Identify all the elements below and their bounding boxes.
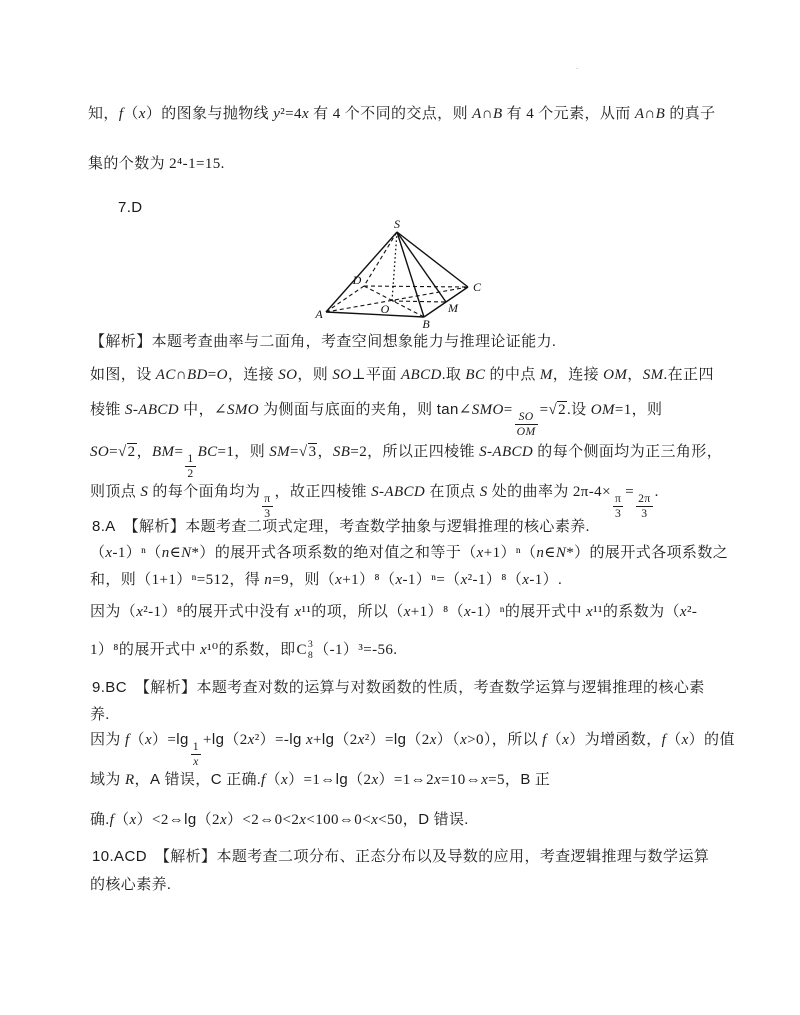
answer-9-analysis-line-4: 域为 R，A 错误，C 正确.f（x）=1⇔lg（2x）=1⇔2x=10⇔x=5，B 正: [90, 771, 551, 788]
answer-9-label-and-analysis-line-1: 9.BC 【解析】本题考查对数的运算与对数函数的性质，考查数学运算与逻辑推理的核心素: [92, 679, 705, 696]
pyramid-altitude-SO: [392, 232, 397, 301]
midpoint-label-M: M: [448, 301, 458, 315]
vertex-label-D: D: [352, 273, 362, 287]
vertex-label-S: S: [394, 218, 400, 231]
pyramid-visible-edges: [326, 232, 468, 317]
pyramid-figure: [313, 218, 491, 330]
answer-9-analysis-line-5: 确.f（x）<2⇔lg（2x）<2⇔0<2x<100⇔0<x<50，D 错误.: [90, 811, 469, 828]
answer-7-label: 7.D: [118, 199, 143, 216]
answer-6-continuation-line-2: 集的个数为 2⁴-1=15.: [88, 156, 225, 172]
answer-7-analysis-line-1: 【解析】本题考查曲率与二面角，考查空间想象能力与推理论证能力.: [90, 334, 557, 350]
vertex-label-C: C: [472, 280, 482, 294]
answer-7-analysis-line-2: 如图，设 AC∩BD=O，连接 SO，则 SO⊥平面 ABCD.取 BC 的中点 M，连接 OM，SM.在正四: [90, 367, 714, 383]
answer-10-analysis-line-2: 的核心素养.: [90, 877, 172, 893]
center-label-O: O: [380, 302, 390, 316]
answer-8-analysis-line-3: 和，则（1+1）ⁿ=512，得 n=9，则（x+1）⁸（x-1）ⁿ=（x²-1）⁸（x-1）.: [90, 572, 563, 588]
vertex-label-A: A: [315, 307, 323, 321]
pyramid-hidden-edges: [326, 232, 468, 317]
answer-9-analysis-line-3: 因为 f（x）=lg $\frac{1}{x}$ +lg（2x²）=-lg x+lg（2x²）=lg（2x）（x>0），所以 f（x）为增函数，f（x）的值: [90, 731, 735, 768]
answer-7-analysis-line-5: 则顶点 S 的每个面角均为 $\frac{\pi}{3}$ ，故正四棱锥 S-ABCD 在顶点 S 处的曲率为 2π-4× $\frac{\pi}{3}$ = $\frac{2\pi}{3}$ .: [90, 484, 659, 520]
answer-8-analysis-line-4: 因为（x²-1）⁸的展开式中没有 x¹¹的项，所以（x+1）⁸（x-1）ⁿ的展开式中 x¹¹的系数为（x²-: [90, 604, 698, 620]
answer-7-analysis-line-3: 棱锥 S-ABCD 中，∠SMO 为侧面与底面的夹角，则 tan∠SMO= $\frac{SO}{OM}$ =√2.设 OM=1，则: [90, 401, 663, 438]
answer-6-continuation-line-1: 知，f（x）的图象与抛物线 y²=4x 有 4 个不同的交点，则 A∩B 有 4 个元素，从而 A∩B 的真子: [88, 106, 716, 122]
stray-mark: .: [576, 61, 579, 71]
vertex-label-B: B: [422, 317, 430, 330]
answer-8-label-and-analysis-line-1: 8.A 【解析】本题考查二项式定理，考查数学抽象与逻辑推理的核心素养.: [92, 518, 590, 535]
answer-8-analysis-line-2: （x-1）ⁿ（n∈N*）的展开式各项系数的绝对值之和等于（x+1）ⁿ（n∈N*）的展开式各项系数之: [90, 545, 729, 561]
answer-7-analysis-line-4: SO=√2，BM= $\frac{1}{2}$ BC=1，则 SM=√3，SB=2，所以正四棱锥 S-ABCD 的每个侧面均为正三角形，: [90, 444, 723, 480]
answer-9-analysis-line-2: 养.: [90, 707, 110, 723]
answer-10-label-and-analysis-line-1: 10.ACD 【解析】本题考查二项分布、正态分布以及导数的应用，考查逻辑推理与数学运算: [92, 848, 710, 865]
answer-8-analysis-line-5: 1）⁸的展开式中 x¹⁰的系数，即 C 3 8 （-1）³=-56.: [90, 638, 398, 661]
